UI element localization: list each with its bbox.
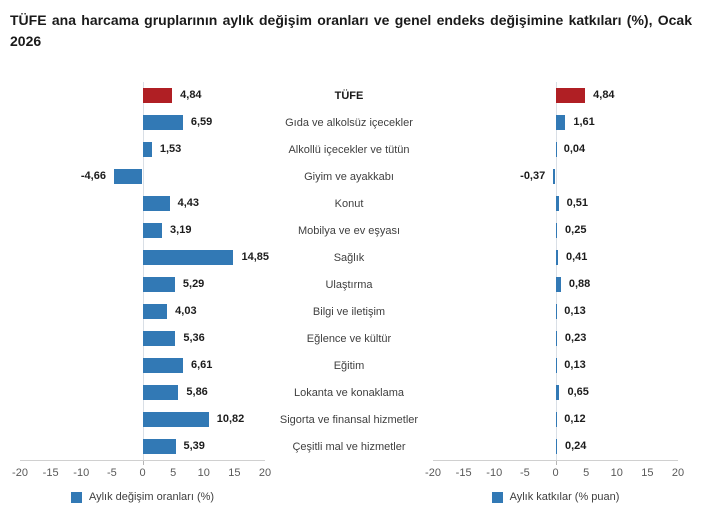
bar-value-label: 4,84 xyxy=(593,89,615,101)
category-labels-column xyxy=(265,82,433,503)
bar xyxy=(143,385,179,400)
bar xyxy=(556,250,559,265)
bar-value-label: 0,25 xyxy=(565,224,587,236)
bar-value-label: 4,43 xyxy=(177,197,200,209)
bar xyxy=(556,412,557,427)
bar xyxy=(143,250,234,265)
bar-row xyxy=(433,82,678,109)
bar-value-label: 0,12 xyxy=(564,413,586,425)
x-axis-tick-label: 20 xyxy=(258,467,272,479)
bar xyxy=(556,304,557,319)
bar-value-label: 0,23 xyxy=(564,332,587,344)
left-legend-label: Aylık değişim oranları (%) xyxy=(88,491,215,503)
bar-row xyxy=(433,379,678,406)
right-legend xyxy=(433,491,678,503)
bar-value-label: 6,61 xyxy=(190,359,213,371)
bar-row xyxy=(20,163,265,190)
bar-row xyxy=(20,406,265,433)
bar xyxy=(556,439,557,454)
bar xyxy=(143,115,183,130)
left-legend xyxy=(20,491,265,503)
bar-value-label: 5,86 xyxy=(186,386,208,398)
x-axis-tick-label: -10 xyxy=(486,467,503,479)
bar xyxy=(556,196,559,211)
bar-row xyxy=(433,406,678,433)
bar-row xyxy=(433,433,678,460)
bar-value-label: 0,51 xyxy=(566,197,589,209)
category-label: Sigorta ve finansal hizmetler xyxy=(279,413,419,426)
category-label: Ulaştırma xyxy=(325,278,373,291)
category-label: TÜFE xyxy=(334,89,364,102)
bar-row xyxy=(20,190,265,217)
category-label: Sağlık xyxy=(333,251,365,264)
bar-row xyxy=(20,109,265,136)
right-x-axis xyxy=(425,460,685,485)
category-label: Lokanta ve konaklama xyxy=(293,386,405,399)
bar-value-label: 5,39 xyxy=(183,440,205,452)
category-label: Eğlence ve kültür xyxy=(306,332,392,345)
bar xyxy=(556,223,558,238)
bar xyxy=(143,88,173,103)
bar xyxy=(556,358,557,373)
x-axis-tick-label: 0 xyxy=(139,467,146,479)
bar-row xyxy=(433,325,678,352)
bar-value-label: 0,41 xyxy=(566,251,588,263)
bar-row xyxy=(20,271,265,298)
x-axis-tick-label: 10 xyxy=(610,467,623,479)
bar xyxy=(553,169,555,184)
category-label: Bilgi ve iletişim xyxy=(312,305,386,318)
bar xyxy=(143,439,176,454)
bar-row xyxy=(20,352,265,379)
bar-value-label: 0,13 xyxy=(564,305,586,317)
category-label: Eğitim xyxy=(333,359,365,372)
bar-row xyxy=(433,244,678,271)
x-axis-tick-label: 0 xyxy=(552,467,559,479)
bar xyxy=(143,142,152,157)
bar xyxy=(143,331,176,346)
bar-row xyxy=(20,244,269,271)
bar-value-label: 0,65 xyxy=(567,386,589,398)
x-axis-tick-label: -15 xyxy=(455,467,472,479)
bar-row xyxy=(20,325,265,352)
right-legend-label: Aylık katkılar (% puan) xyxy=(509,491,620,503)
x-axis-tick-label: -20 xyxy=(12,467,28,479)
left-chart-monthly-change xyxy=(12,82,272,503)
bar xyxy=(556,385,560,400)
bar-value-label: -0,37 xyxy=(520,170,546,182)
bar-row xyxy=(433,109,678,136)
chart-area xyxy=(0,82,704,503)
category-label: Çeşitli mal ve hizmetler xyxy=(292,440,406,453)
x-axis-tick-label: -10 xyxy=(73,467,90,479)
bar-value-label: 0,04 xyxy=(563,143,586,155)
bar-row xyxy=(20,379,265,406)
x-axis-tick-label: -15 xyxy=(42,467,59,479)
bar xyxy=(143,412,209,427)
bar xyxy=(556,115,566,130)
bar-value-label: 0,13 xyxy=(564,359,586,371)
x-axis-tick-label: 20 xyxy=(671,467,685,479)
bar-row xyxy=(433,217,678,244)
legend-swatch-icon xyxy=(492,492,503,503)
bar xyxy=(143,358,183,373)
category-label: Konut xyxy=(334,197,364,210)
bar-value-label: 1,61 xyxy=(573,116,595,128)
bar-value-label: 5,29 xyxy=(182,278,205,290)
bar-value-label: 4,84 xyxy=(180,89,202,101)
bar-value-label: 1,53 xyxy=(159,143,182,155)
category-label: Alkollü içecekler ve tütün xyxy=(288,143,410,156)
x-axis-tick-label: -5 xyxy=(106,467,117,479)
x-axis-tick-label: 15 xyxy=(228,467,241,479)
bar-value-label: 5,36 xyxy=(183,332,205,344)
category-label: Giyim ve ayakkabı xyxy=(304,170,394,183)
bar xyxy=(556,88,586,103)
x-axis-tick-label: 15 xyxy=(641,467,654,479)
bar xyxy=(143,277,175,292)
bar xyxy=(143,223,163,238)
zero-tick-mark xyxy=(143,461,144,465)
bar-value-label: 3,19 xyxy=(170,224,192,236)
bar-value-label: 4,03 xyxy=(175,305,197,317)
bar-row xyxy=(20,298,265,325)
bar-value-label: 0,24 xyxy=(564,440,587,452)
bar xyxy=(556,277,561,292)
left-x-axis xyxy=(12,460,272,485)
category-label: Gıda ve alkolsüz içecekler xyxy=(285,116,413,129)
x-axis-tick-label: -20 xyxy=(425,467,441,479)
bar-row xyxy=(433,298,678,325)
bar-value-label: 6,59 xyxy=(190,116,213,128)
bar-row xyxy=(433,163,678,190)
bar-row xyxy=(433,190,678,217)
bar-value-label: -4,66 xyxy=(80,170,106,182)
x-axis-tick-label: 10 xyxy=(197,467,210,479)
bar-row xyxy=(20,433,265,460)
x-axis-tick-label: -5 xyxy=(519,467,530,479)
bar-row xyxy=(20,82,265,109)
left-plot-area xyxy=(20,82,269,460)
x-axis-tick-label: 5 xyxy=(170,467,177,479)
bar xyxy=(556,331,557,346)
right-plot-area xyxy=(433,82,678,460)
bar-row xyxy=(433,352,678,379)
bar-row xyxy=(20,217,265,244)
x-axis-tick-label: 5 xyxy=(583,467,590,479)
zero-tick-mark xyxy=(556,461,557,465)
chart-title: TÜFE ana harcama gruplarının aylık değişim oranları ve genel endeks değişimine katkıları (%), Ocak 2026 xyxy=(10,12,692,49)
bar xyxy=(143,304,168,319)
right-chart-monthly-contribution xyxy=(425,82,685,503)
bar-value-label: 0,88 xyxy=(568,278,591,290)
legend-swatch-icon xyxy=(71,492,82,503)
bar-value-label: 10,82 xyxy=(216,413,245,425)
bar xyxy=(114,169,143,184)
bar-row xyxy=(433,271,678,298)
bar-row xyxy=(433,136,678,163)
category-label: Mobilya ve ev eşyası xyxy=(297,224,401,237)
bar-value-label: 14,85 xyxy=(241,251,269,263)
bar-row xyxy=(20,136,265,163)
bar xyxy=(143,196,170,211)
